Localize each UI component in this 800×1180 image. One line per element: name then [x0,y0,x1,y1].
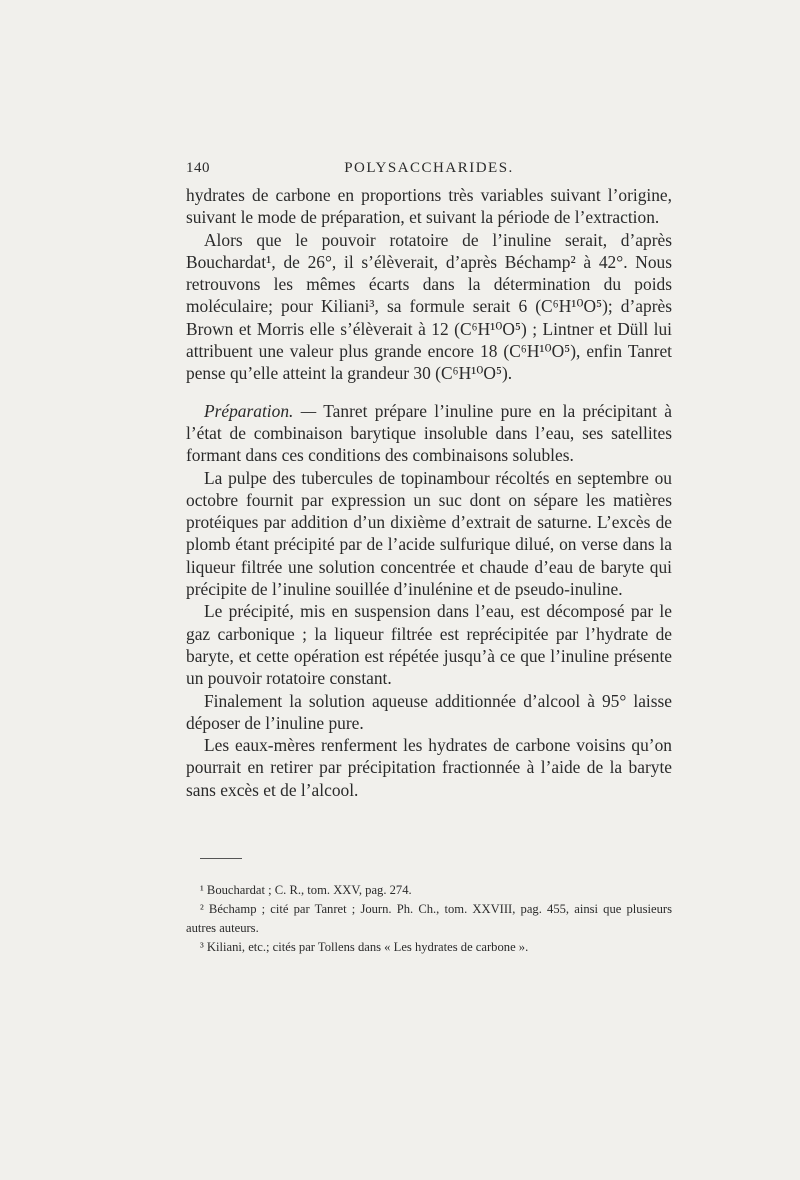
footnote-3: ³ Kiliani, etc.; cités par Tollens dans « Les hydrates de carbone ». [200,940,529,954]
footnotes [186,881,672,957]
paragraph-continuation: hydrates de carbone en proportions très variables suivant l’origine, suivant le mode de préparation, et suivant la période de l’extraction. [186,185,672,228]
paragraph-preparation [186,400,672,467]
preparation-heading: Préparation. — [204,400,317,421]
running-head: POLYSACCHARIDES. [344,160,514,176]
footnote-divider [200,858,242,859]
footnote-1: ¹ Bouchardat ; C. R., tom. XXV, pag. 274. [200,883,412,897]
page-number: 140 [186,160,210,176]
preparation-text: Tanret prépare l’inuline pure en la précipitant à l’état de combinaison barytique insoluble dans l’eau, ses satellites formant dans ces conditions des combinaisons solubles. [186,400,672,466]
paragraph-pulp: La pulpe des tubercules de topinambour récoltés en septembre ou octobre fournit par expression un suc dont on sépare les matières protéiques par addition d’un dixième d’extrait de saturne. L’excès de plomb étant précipité par de l’acide sulfurique dilué, on verse dans la liqueur filtrée une solution concentrée et chaude d’eau de baryte qui précipite de l’inuline souillée d’inulénine et de pseudo-inuline. [186,467,672,600]
page-header [186,160,672,184]
paragraph-alcohol: Finalement la solution aqueuse additionnée d’alcool à 95° laisse déposer de l’inuline pure. [186,690,672,733]
paragraph-precipitate: Le précipité, mis en suspension dans l’eau, est décomposé par le gaz carbonique ; la liqueur filtrée est reprécipitée par l’hydrate de baryte, et cette opération est répétée jusqu’à ce que l’inuline présente un pouvoir rotatoire constant. [186,601,672,689]
body-text [186,184,672,801]
paragraph-rotatory-power: Alors que le pouvoir rotatoire de l’inuline serait, d’après Bouchardat¹, de 26°, il s’élèverait, d’après Béchamp² à 42°. Nous retrouvons les mêmes écarts dans la détermination du poids moléculaire; pour Kiliani³, sa formule serait 6 (C⁶H¹⁰O⁵); d’après Brown et Morris elle s’élèverait à 12 (C⁶H¹⁰O⁵) ; Lintner et Düll lui attribuent une valeur plus grande encore 18 (C⁶H¹⁰O⁵), enfin Tanret pense qu’elle atteint la grandeur 30 (C⁶H¹⁰O⁵). [186,229,672,384]
footnote-2: ² Béchamp ; cité par Tanret ; Journ. Ph. Ch., tom. XXVIII, pag. 455, ainsi que plusieurs autres auteurs. [186,902,672,935]
paragraph-mother-liquor: Les eaux-mères renferment les hydrates de carbone voisins qu’on pourrait en retirer par précipitation fractionnée à l’aide de la baryte sans excès et de l’alcool. [186,735,672,800]
